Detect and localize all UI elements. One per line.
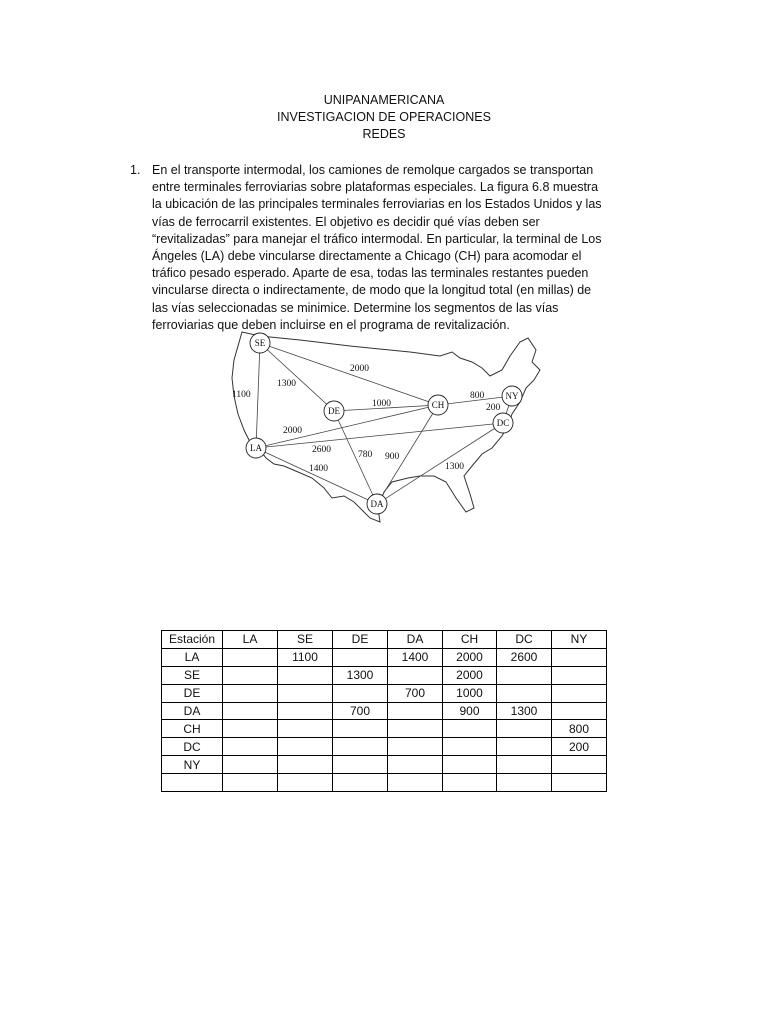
distance-cell	[443, 738, 497, 756]
distance-cell: 200	[552, 738, 607, 756]
header-cell: CH	[443, 631, 497, 649]
distance-cell	[443, 774, 497, 792]
svg-text:DA: DA	[370, 499, 384, 509]
distance-cell	[552, 756, 607, 774]
table-row	[162, 774, 607, 792]
edge-se-de	[260, 343, 334, 411]
distance-cell	[223, 684, 278, 702]
distance-cell	[333, 738, 388, 756]
distance-cell	[223, 648, 278, 666]
distance-cell: 700	[333, 702, 388, 720]
distance-cell: 1100	[278, 648, 333, 666]
node-da	[367, 494, 387, 514]
document-header	[0, 92, 768, 143]
distance-cell	[552, 774, 607, 792]
station-cell: DA	[162, 702, 223, 720]
station-cell	[162, 774, 223, 792]
table-row	[162, 720, 607, 738]
distance-cell	[443, 756, 497, 774]
svg-text:DE: DE	[328, 406, 340, 416]
distance-cell	[333, 720, 388, 738]
distance-cell	[223, 756, 278, 774]
distance-cell	[497, 774, 552, 792]
weight-ch-ny: 800	[470, 391, 485, 401]
distance-cell: 2000	[443, 666, 497, 684]
svg-text:NY: NY	[505, 391, 519, 401]
distance-cell	[552, 666, 607, 684]
weight-da-dc: 1300	[445, 462, 464, 472]
station-cell: DC	[162, 738, 223, 756]
distance-cell	[223, 738, 278, 756]
distance-cell	[497, 756, 552, 774]
problem-text: En el transporte intermodal, los camiones de remolque cargados se transportan entre terminales ferroviarias sobre plataformas especiales. La figura 6.8 muestra la ubicación de las principales terminales ferroviarias en los Estados Unidos y las vías de ferrocarril existentes. El objetivo es decidir qué vías deben ser “revitalizadas” para manejar el tráfico intermodal. En particular, la terminal de Los Ángeles (LA) debe vincularse directamente a Chicago (CH) para acomodar el tráfico pesado esperado. Aparte de esa, todas las terminales restantes pueden vincularse directa o indirectamente, de modo que la longitud total (en millas) de las vías seleccionadas se minimice. Determine los segmentos de las vías ferroviarias que deben incluirse en el programa de revitalización.	[152, 163, 602, 332]
distance-cell	[278, 756, 333, 774]
distance-cell	[388, 738, 443, 756]
weight-de-ch: 1000	[372, 399, 391, 409]
edge-se-la	[256, 343, 260, 448]
distance-cell	[333, 684, 388, 702]
node-ny	[502, 386, 522, 406]
distance-cell	[497, 738, 552, 756]
topic-title: REDES	[362, 127, 406, 141]
distance-cell	[497, 720, 552, 738]
distance-cell	[388, 666, 443, 684]
distance-cell: 900	[443, 702, 497, 720]
node-de	[324, 401, 344, 421]
header-cell: NY	[552, 631, 607, 649]
distance-cell: 1300	[333, 666, 388, 684]
distance-cell	[278, 666, 333, 684]
weight-de-da: 780	[358, 450, 373, 460]
distance-cell	[223, 666, 278, 684]
weight-ny-dc: 200	[486, 403, 501, 413]
distance-cell: 1400	[388, 648, 443, 666]
edge-weights	[232, 364, 501, 474]
distance-cell	[443, 720, 497, 738]
rail-network-map	[220, 326, 550, 542]
distance-cell	[278, 720, 333, 738]
header-cell: LA	[223, 631, 278, 649]
distance-cell	[552, 684, 607, 702]
distance-cell	[333, 648, 388, 666]
weight-se-ch: 2000	[350, 364, 369, 374]
table-row	[162, 666, 607, 684]
node-se	[250, 333, 270, 353]
weight-se-de: 1300	[277, 379, 296, 389]
weight-se-la: 1100	[232, 390, 251, 400]
table-row	[162, 684, 607, 702]
distance-cell	[497, 666, 552, 684]
edge-da-dc	[377, 423, 503, 504]
distance-cell	[388, 702, 443, 720]
distance-cell	[333, 756, 388, 774]
distance-cell: 1000	[443, 684, 497, 702]
weight-la-da: 1400	[309, 464, 328, 474]
table-row	[162, 756, 607, 774]
institution-name: UNIPANAMERICANA	[323, 93, 445, 107]
table-row	[162, 738, 607, 756]
problem-statement	[130, 162, 610, 334]
distance-cell	[223, 720, 278, 738]
problem-number: 1.	[130, 163, 141, 177]
distance-cell	[333, 774, 388, 792]
weight-la-dc: 2600	[312, 445, 331, 455]
distance-cell	[223, 702, 278, 720]
svg-text:DC: DC	[496, 418, 510, 428]
distance-cell	[278, 684, 333, 702]
svg-text:CH: CH	[431, 400, 445, 410]
header-cell: DE	[333, 631, 388, 649]
distance-cell: 2600	[497, 648, 552, 666]
table-header-row	[162, 631, 607, 649]
header-cell: Estación	[162, 631, 223, 649]
distance-cell	[278, 774, 333, 792]
station-cell: DE	[162, 684, 223, 702]
node-la	[246, 438, 266, 458]
table-row	[162, 702, 607, 720]
network-edges	[256, 343, 512, 504]
distance-cell: 1300	[497, 702, 552, 720]
network-nodes	[246, 333, 522, 514]
table-row	[162, 648, 607, 666]
distance-cell	[497, 684, 552, 702]
svg-text:LA: LA	[250, 443, 262, 453]
station-cell: LA	[162, 648, 223, 666]
course-name: INVESTIGACION DE OPERACIONES	[277, 110, 491, 124]
table-body	[162, 648, 607, 791]
distance-cell	[388, 774, 443, 792]
distance-cell	[388, 720, 443, 738]
svg-text:SE: SE	[254, 338, 266, 348]
weight-la-ch: 2000	[283, 426, 302, 436]
node-dc	[493, 413, 513, 433]
distance-cell: 2000	[443, 648, 497, 666]
node-ch	[428, 395, 448, 415]
header-cell: DA	[388, 631, 443, 649]
distance-table	[161, 630, 607, 792]
distance-cell	[388, 756, 443, 774]
distance-cell: 800	[552, 720, 607, 738]
distance-cell	[552, 648, 607, 666]
distance-cell	[223, 774, 278, 792]
header-cell: DC	[497, 631, 552, 649]
header-cell: SE	[278, 631, 333, 649]
distance-cell: 700	[388, 684, 443, 702]
distance-cell	[552, 702, 607, 720]
station-cell: CH	[162, 720, 223, 738]
station-cell: SE	[162, 666, 223, 684]
distance-cell	[278, 702, 333, 720]
distance-cell	[278, 738, 333, 756]
weight-ch-da: 900	[385, 452, 400, 462]
station-cell: NY	[162, 756, 223, 774]
